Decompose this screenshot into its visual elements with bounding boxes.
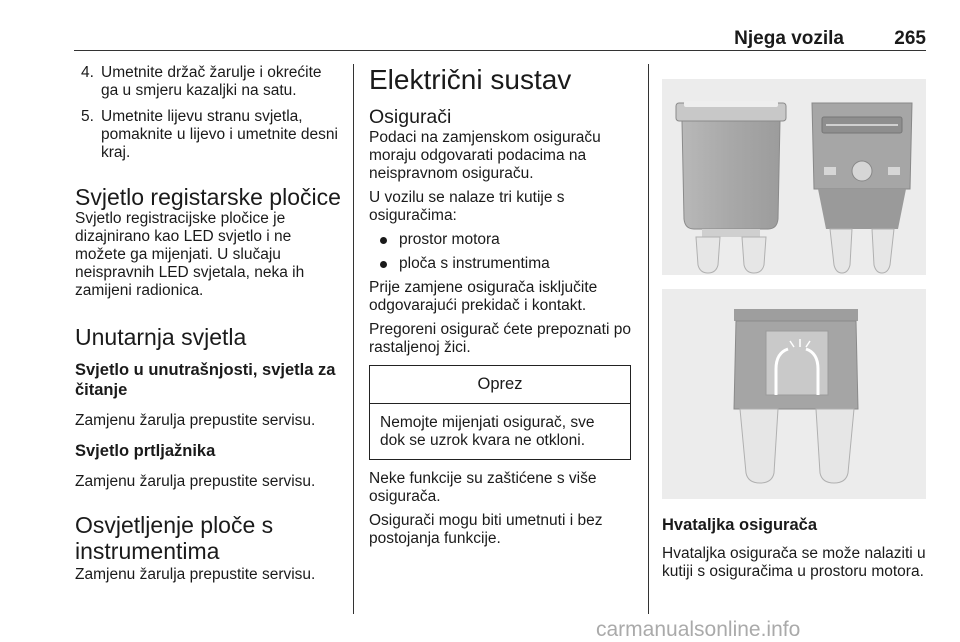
caution-text: Nemojte mijenjati osigurač, sve dok se uzrok kvara ne otkloni.	[380, 414, 595, 449]
trunk-light-heading: Svjetlo prtljažnika	[75, 442, 216, 460]
caution-title: Oprez	[370, 366, 630, 404]
fuses-paragraph: Osigurači mogu biti umetnuti i bez postojanja funkcije.	[369, 512, 603, 547]
section-title: Njega vozila	[734, 28, 844, 49]
column-left	[75, 64, 343, 584]
watermark: carmanualsonline.info	[596, 618, 801, 641]
fuses-heading: Osigurači	[369, 106, 452, 128]
interior-lights-heading: Unutarnja svjetla	[75, 324, 247, 350]
list-item: 5. Umetnite lijevu stranu svjetla, pomaknite u lijevo i umetnite desni kraj.	[81, 108, 338, 161]
fuse-extractor-text: Hvataljka osigurača se može nalaziti u kutiji s osiguračima u prostoru motora.	[662, 545, 926, 580]
fuses-paragraph: Prije zamjene osigurača isključite odgovarajući prekidač i kontakt.	[369, 279, 598, 314]
fuses-paragraph: U vozilu se nalaze tri kutije s osiguračima:	[369, 189, 565, 224]
column-middle	[369, 64, 633, 548]
fuse-extractor-heading: Hvataljka osigurača	[662, 516, 817, 534]
list-item: 4. Umetnite držač žarulje i okrećite ga u smjeru kazaljki na satu.	[81, 64, 322, 99]
panel-lighting-text: Zamjenu žarulja prepustite servisu.	[75, 566, 316, 583]
fuses-paragraph: Neke funkcije su zaštićene s više osigurača.	[369, 470, 597, 505]
reading-lights-text: Zamjenu žarulja prepustite servisu.	[75, 412, 316, 429]
fuses-paragraph: Pregoreni osigurač ćete prepoznati po rastaljenoj žici.	[369, 321, 631, 356]
column-divider-1	[353, 64, 354, 614]
steps-list	[75, 64, 343, 162]
page-header	[74, 28, 926, 51]
caution-box	[369, 365, 631, 460]
column-right	[662, 515, 926, 581]
list-item: ploča s instrumentima	[369, 255, 633, 273]
fuse-illustration	[662, 79, 926, 499]
bullet-icon	[380, 237, 387, 244]
fusebox-list	[369, 231, 633, 273]
bullet-icon	[380, 261, 387, 268]
plate-light-text: Svjetlo registracijske pločice je dizajnirano kao LED svjetlo i ne možete ga mijenjati. U slučaju neispravnih LED svjetala, neka ih zamijeni radionica.	[75, 210, 305, 299]
reading-lights-heading: Svjetlo u unutrašnjosti, svjetla za čitanje	[75, 361, 336, 399]
trunk-light-text: Zamjenu žarulja prepustite servisu.	[75, 473, 316, 490]
panel-lighting-heading: Osvjetljenje ploče s instrumentima	[75, 512, 274, 564]
fuse-side-view	[676, 101, 786, 237]
fuses-paragraph: Podaci na zamjenskom osiguraču moraju odgovarati podacima na neispravnom osiguraču.	[369, 129, 601, 182]
list-item: prostor motora	[369, 231, 633, 249]
page-number: 265	[894, 28, 926, 49]
plate-light-heading: Svjetlo registarske pločice	[75, 184, 341, 210]
column-divider-2	[648, 64, 649, 614]
chapter-title: Električni sustav	[369, 64, 572, 95]
